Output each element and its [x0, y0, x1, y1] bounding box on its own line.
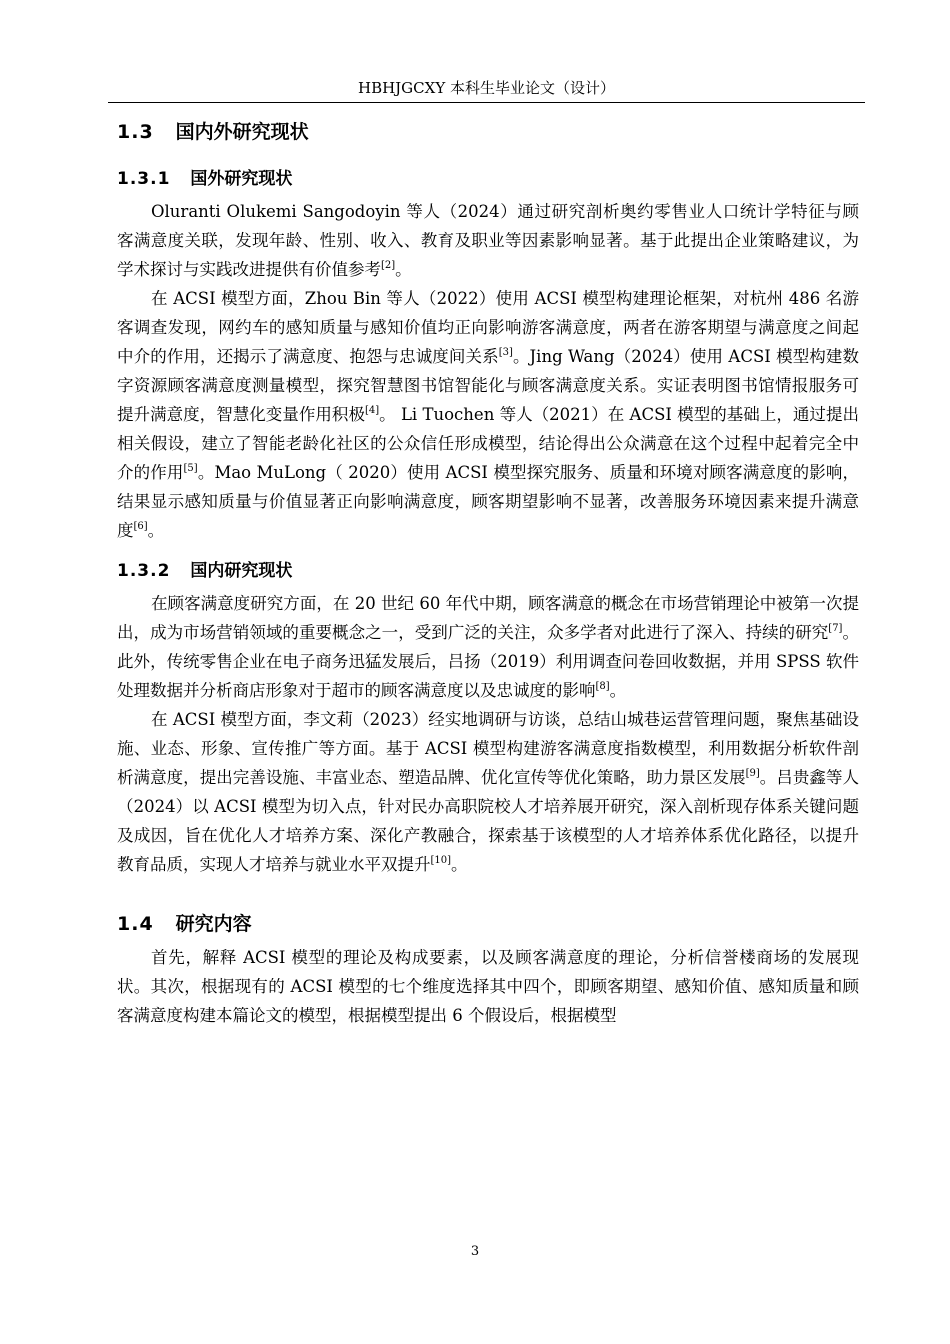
paragraph-text: 在 ACSI 模型方面，Zhou Bin 等人（2022）使用 ACSI 模型构建理论框架，对杭州 486 名游客调查发现，网约车的感知质量与感知价值均正向影响游客满意度，两者在游客期望与满意度之间起中介的作用，还揭示了满意度、抱怨与忠诚度间关系	[117, 289, 859, 366]
paragraph	[117, 284, 859, 545]
paragraph	[117, 705, 859, 879]
citation: [3]	[498, 347, 513, 358]
section-title: 国外研究现状	[190, 169, 293, 189]
citation: [2]	[381, 260, 396, 271]
section-title: 国内外研究现状	[175, 121, 309, 143]
paragraph-text: Oluranti Olukemi Sangodoyin 等人（2024）通过研究剖析奥约零售业人口统计学特征与顾客满意度关联，发现年龄、性别、收入、教育及职业等因素影响显著。基于此提出企业策略建议，为学术探讨与实践改进提供有价值参考	[117, 202, 859, 279]
paragraph-text: 。	[609, 681, 627, 700]
section-title: 国内研究现状	[190, 561, 293, 581]
paragraph-text: 首先，解释 ACSI 模型的理论及构成要素，以及顾客满意度的理论，分析信誉楼商场的发展现状。其次，根据现有的 ACSI 模型的七个维度选择其中四个，即顾客期望、感知价值、感知质量和顾客满意度构建本篇论文的模型，根据模型提出 6 个假设后，根据模型	[117, 948, 859, 1025]
paragraph-text: 。此外，传统零售企业在电子商务迅猛发展后，吕扬（2019）利用调查问卷回收数据，并用 SPSS 软件处理数据并分析商店形象对于超市的顾客满意度以及忠诚度的影响	[117, 623, 860, 700]
citation: [10]	[430, 855, 452, 866]
header-divider	[108, 102, 865, 103]
citation: [5]	[183, 463, 198, 474]
section-heading-1-3-2	[117, 559, 859, 583]
running-header: HBHJGCXY 本科生毕业论文（设计）	[357, 79, 615, 97]
paragraph	[117, 197, 859, 284]
page-number: 3	[470, 1244, 480, 1259]
paragraph-text: 。Mao MuLong（ 2020）使用 ACSI 模型探究服务、质量和环境对顾客满意度的影响，结果显示感知质量与价值显著正向影响满意度，顾客期望影响不显著，改善服务环境因素来提升满意度	[117, 463, 859, 540]
paragraph-text: 。Jing Wang（2024）使用 ACSI 模型构建数字资源顾客满意度测量模型，探究智慧图书馆智能化与顾客满意度关系。实证表明图书馆情报服务可提升满意度，智慧化变量作用积极	[117, 347, 859, 424]
section-number: 1.3.1	[117, 169, 171, 189]
section-number: 1.3	[117, 121, 154, 143]
paragraph-text: 在顾客满意度研究方面，在 20 世纪 60 年代中期，顾客满意的概念在市场营销理论中被第一次提出，成为市场营销领域的重要概念之一，受到广泛的关注，众多学者对此进行了深入、持续的研究	[117, 594, 859, 642]
paragraph-text: 。	[395, 260, 412, 279]
section-number: 1.4	[117, 913, 154, 935]
paragraph-text: 。	[147, 521, 165, 540]
paragraph-text: 在 ACSI 模型方面，李文莉（2023）经实地调研与访谈，总结山城巷运营管理问题，聚焦基础设施、业态、形象、宣传推广等方面。基于 ACSI 模型构建游客满意度指数模型，利用数据分析软件剖析满意度，提出完善设施、丰富业态、塑造品牌、优化宣传等优化策略，助力景区发展	[117, 710, 859, 787]
section-heading-1-3	[117, 119, 859, 145]
citation: [8]	[595, 681, 610, 692]
paragraph-text: 。	[451, 855, 468, 874]
section-heading-1-4	[117, 911, 859, 937]
paragraph-text: 。 Li Tuochen 等人（2021）在 ACSI 模型的基础上，通过提出相关假设，建立了智能老龄化社区的公众信任形成模型，结论得出公众满意在这个过程中起着完全中介的作用	[117, 405, 859, 482]
page-body	[117, 115, 859, 1030]
section-number: 1.3.2	[117, 561, 171, 581]
citation: [7]	[828, 623, 843, 634]
citation: [4]	[364, 405, 380, 416]
citation: [9]	[745, 768, 760, 779]
citation: [6]	[133, 521, 148, 532]
paragraph-text: 。吕贵鑫等人（2024）以 ACSI 模型为切入点，针对民办高职院校人才培养展开研究，深入剖析现存体系关键问题及成因，旨在优化人才培养方案、深化产教融合，探索基于该模型的人才培养体系优化路径，以提升教育品质，实现人才培养与就业水平双提升	[117, 768, 860, 874]
paragraph	[117, 589, 859, 705]
paragraph	[117, 943, 859, 1030]
section-title: 研究内容	[175, 913, 252, 935]
section-heading-1-3-1	[117, 167, 859, 191]
